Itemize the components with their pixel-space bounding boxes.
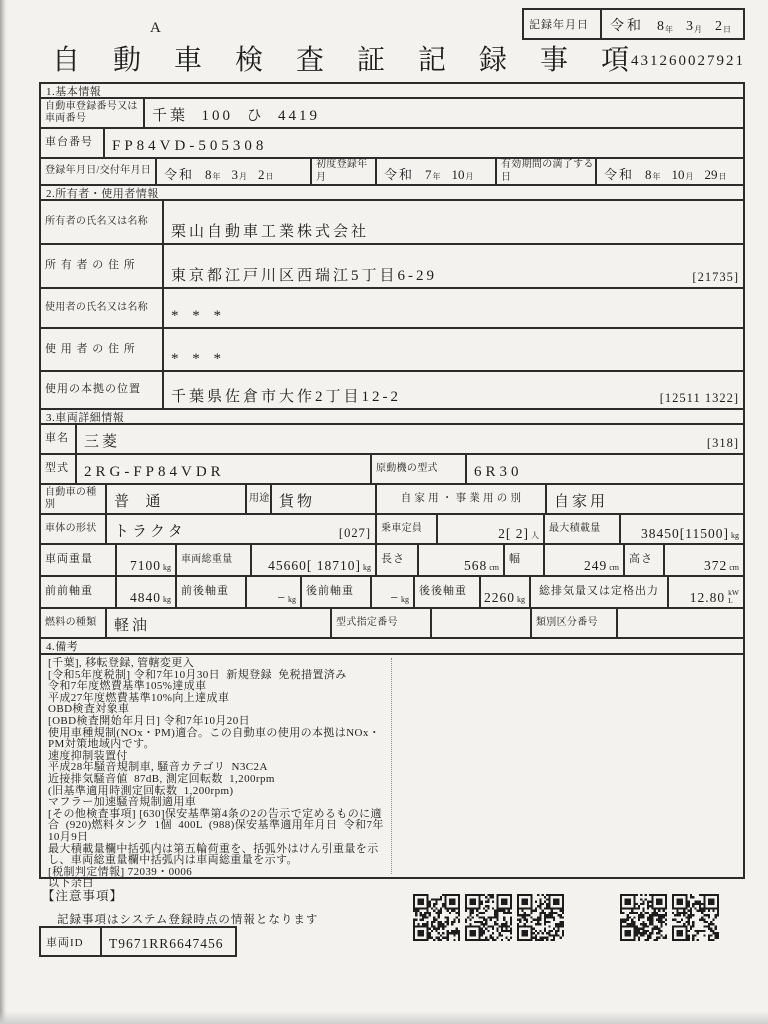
user-name-value-cell (164, 289, 743, 327)
remarks-row (41, 655, 743, 890)
car-name-code: [318] (706, 436, 739, 451)
plate-number-row (41, 99, 743, 129)
body-shape-code: [027] (338, 526, 371, 541)
axle-front-front-value: 4840 (130, 589, 161, 605)
model-label: 型式 (41, 455, 77, 483)
base-location-value: 千葉県佐倉市大作2丁目12-2 (171, 389, 401, 406)
height-unit: cm (729, 562, 739, 572)
axle-weight-row (41, 577, 743, 609)
notice-text: 記録事項はシステム登録時点の情報となります (57, 914, 319, 926)
axle-front-rear-value-cell (247, 577, 302, 607)
vehicle-id-box (39, 926, 237, 957)
user-address-label: 使 用 者 の 住 所 (41, 329, 164, 370)
axle-rear-rear-label: 後後軸重 (415, 577, 481, 607)
type-designation-label: 型式指定番号 (332, 609, 432, 637)
axle-front-front-value-cell (117, 577, 177, 607)
vehicle-kind-value: 普 通 (114, 494, 164, 511)
capacity-unit: 人 (531, 530, 539, 540)
plate-number-value: 千葉 100 ひ 4419 (152, 108, 321, 125)
axle-front-front-label: 前前軸重 (41, 577, 117, 607)
use-label: 用途 (247, 485, 272, 513)
car-name-value-cell (77, 425, 743, 453)
use-value: 貨物 (279, 494, 316, 511)
axle-rear-rear-value-cell (481, 577, 531, 607)
chassis-number-label: 車台番号 (41, 129, 105, 157)
max-load-unit: kg (731, 530, 739, 540)
car-name-value: 三菱 (84, 434, 121, 451)
displacement-power-label: 総排気量又は定格出力 (531, 577, 669, 607)
record-date-value: 令和 8 年 3 月 2 日 (610, 19, 731, 35)
axle-front-front-unit: kg (163, 594, 171, 604)
model-row (41, 455, 743, 485)
power-unit-l: L (728, 595, 733, 605)
vehicle-kind-label: 自動車の種別 (41, 485, 107, 513)
axle-rear-rear-value: 2260 (484, 589, 515, 605)
engine-model-value-cell (467, 455, 743, 483)
max-load-value: 38450[11500] (641, 525, 729, 541)
use-value-cell (272, 485, 377, 513)
chassis-number-value-cell (105, 129, 743, 157)
axle-rear-front-label: 後前軸重 (302, 577, 372, 607)
axle-rear-front-value: − (390, 589, 399, 605)
owner-address-code: [21735] (692, 270, 739, 285)
owner-name-label: 所有者の氏名又は名称 (41, 201, 164, 243)
vehicle-kind-value-cell (107, 485, 247, 513)
base-location-row (41, 372, 743, 410)
axle-front-rear-value: − (277, 589, 286, 605)
width-value: 249 (583, 557, 608, 573)
owner-address-value: 東京都江戸川区西瑞江5丁目6-29 (171, 268, 437, 285)
record-date-box (522, 8, 745, 40)
gross-weight-value-cell (252, 545, 377, 575)
plate-number-value-cell (145, 99, 743, 127)
fuel-type-value-cell (107, 609, 332, 637)
engine-model-label: 原動機の型式 (372, 455, 467, 483)
qr-code (465, 894, 512, 941)
vehicle-id-value: T9671RR6647456 (109, 936, 224, 951)
vehicle-weight-value: 7100 (130, 557, 161, 573)
owner-address-value-cell (164, 245, 743, 287)
dates-row (41, 159, 743, 186)
height-value: 372 (703, 557, 728, 573)
user-address-value-cell (164, 329, 743, 370)
car-name-label: 車名 (41, 425, 77, 453)
capacity-label: 乗車定員 (377, 515, 438, 543)
gross-weight-label: 車両総重量 (177, 545, 252, 575)
displacement-power-units (728, 589, 739, 605)
remarks-text: [千葉], 移転登録, 管轄変更入 [令和5年度税制] 令和7年10月30日 新規登録 免税措置済み 令和7年度燃費基準105%達成車 平成27年度燃費基準10%向上達成車 OBD検査対象車 [OBD検査開始年月日] 令和7年10月20日 使用車種規制(NOx・PM)適合。この自動車の使用の本拠はNOx・PM対策地域内です。 速度抑制装置付 平成28年騒音規制車, 騒音カテゴリ N3C2A 近接排気騒音値 87dB, 測定回転数 1,200rpm (旧基準適用時測定回転数 1,200rpm) マフラー加速騒音規制適用車 [その他検査事項] [630]保安基準第4条の2の告示で定めるものに適合 (920)燃料タンク 1個 400L (988)保安基準適用年月日 令和7年10月9日 最大積載量欄中括弧内は第五輪荷重を、括弧外はけん引重量を示し、車両総重量欄中括弧内は車両総重量を示す。 [税制判定情報] 72039・0006 以下余白 (48, 658, 392, 874)
qr-code (413, 894, 460, 941)
engine-model-value: 6R30 (474, 464, 523, 481)
owner-address-row (41, 245, 743, 289)
user-name-label: 使用者の氏名又は名称 (41, 289, 164, 327)
user-name-value: * * * (171, 308, 226, 325)
section-header-remarks: 4.備考 (41, 639, 743, 655)
user-address-row (41, 329, 743, 372)
base-location-code: [12511 1322] (659, 391, 739, 406)
vehicle-weight-label: 車両重量 (41, 545, 117, 575)
vehicle-weight-unit: kg (163, 562, 171, 572)
section-header-vehicle: 3.車両詳細情報 (41, 410, 743, 425)
model-value: 2RG-FP84VDR (84, 464, 225, 481)
vehicle-weight-value-cell (117, 545, 177, 575)
height-value-cell (665, 545, 743, 575)
chassis-number-value: FP84VD-505308 (112, 138, 268, 155)
expiry-date-value: 令和 8 年 10 月 29 日 (604, 167, 727, 183)
registration-date-label: 登録年月日/交付年月日 (41, 159, 157, 184)
remarks-cell (41, 655, 743, 890)
width-unit: cm (609, 562, 619, 572)
width-value-cell (545, 545, 625, 575)
user-name-row (41, 289, 743, 329)
gross-weight-unit: kg (363, 562, 371, 572)
car-name-row (41, 425, 743, 455)
gross-weight-value: 45660[ 18710] (268, 557, 361, 573)
height-label: 高さ (625, 545, 665, 575)
classification-value-cell (618, 609, 743, 637)
max-load-label: 最大積載量 (545, 515, 621, 543)
model-value-cell (77, 455, 372, 483)
displacement-power-value: 12.80 (689, 589, 726, 605)
private-business-value: 自家用 (554, 494, 609, 511)
owner-name-row (41, 201, 743, 245)
max-load-value-cell (621, 515, 743, 543)
body-shape-value-cell (107, 515, 377, 543)
plate-number-label: 自動車登録番号又は車両番号 (41, 99, 145, 127)
expiry-date-label: 有効期間の満了する日 (497, 159, 597, 184)
scan-edge-left (0, 0, 7, 1024)
owner-name-value: 栗山自動車工業株式会社 (171, 224, 370, 241)
private-business-label: 自 家 用 ・ 事 業 用 の 別 (377, 485, 547, 513)
axle-front-rear-unit: kg (288, 594, 296, 604)
registration-date-value: 令和 8 年 3 月 2 日 (157, 159, 312, 184)
record-date-label: 記録年月日 (524, 10, 602, 38)
power-unit-kw: kW (728, 588, 739, 597)
body-shape-label: 車体の形状 (41, 515, 107, 543)
length-unit: cm (489, 562, 499, 572)
width-label: 幅 (505, 545, 545, 575)
displacement-power-value-cell (669, 577, 743, 607)
type-designation-value-cell (432, 609, 532, 637)
capacity-value: 2[ 2] (498, 525, 529, 541)
page-title: 自 動 車 検 査 証 記 録 事 項 (52, 45, 643, 76)
length-label: 長さ (377, 545, 419, 575)
main-form-table (39, 82, 745, 890)
qr-code (620, 894, 667, 941)
chassis-number-row (41, 129, 743, 159)
first-registration-value: 令和 7 年 10 月 (377, 159, 497, 184)
kind-use-row (41, 485, 743, 515)
length-value: 568 (463, 557, 488, 573)
base-location-label: 使用の本拠の位置 (41, 372, 164, 408)
private-business-value-cell (547, 485, 743, 513)
section-header-owner: 2.所有者・使用者情報 (41, 186, 743, 201)
weight-dimensions-row (41, 545, 743, 577)
axle-rear-rear-unit: kg (517, 594, 525, 604)
first-registration-label: 初度登録年月 (312, 159, 377, 184)
axle-front-rear-label: 前後軸重 (177, 577, 247, 607)
scan-edge-bottom (0, 1011, 768, 1024)
body-shape-value: トラクタ (114, 524, 186, 541)
length-value-cell (419, 545, 505, 575)
capacity-value-cell (438, 515, 545, 543)
fuel-type-value: 軽油 (114, 618, 151, 635)
section-header-basic: 1.基本情報 (41, 84, 743, 99)
user-address-value: * * * (171, 351, 226, 368)
qr-code (517, 894, 564, 941)
owner-address-label: 所 有 者 の 住 所 (41, 245, 164, 287)
corner-mark: A (150, 20, 161, 36)
axle-rear-front-value-cell (372, 577, 415, 607)
fuel-type-label: 燃料の種類 (41, 609, 107, 637)
base-location-value-cell (164, 372, 743, 408)
vehicle-id-label: 車両ID (41, 928, 102, 955)
fuel-row (41, 609, 743, 639)
owner-name-value-cell (164, 201, 743, 243)
axle-rear-front-unit: kg (401, 594, 409, 604)
notice-header: 【注意事項】 (42, 889, 124, 903)
qr-code (672, 894, 719, 941)
document-number: 431260027921 (631, 53, 745, 69)
classification-label: 類別区分番号 (532, 609, 618, 637)
body-shape-row (41, 515, 743, 545)
